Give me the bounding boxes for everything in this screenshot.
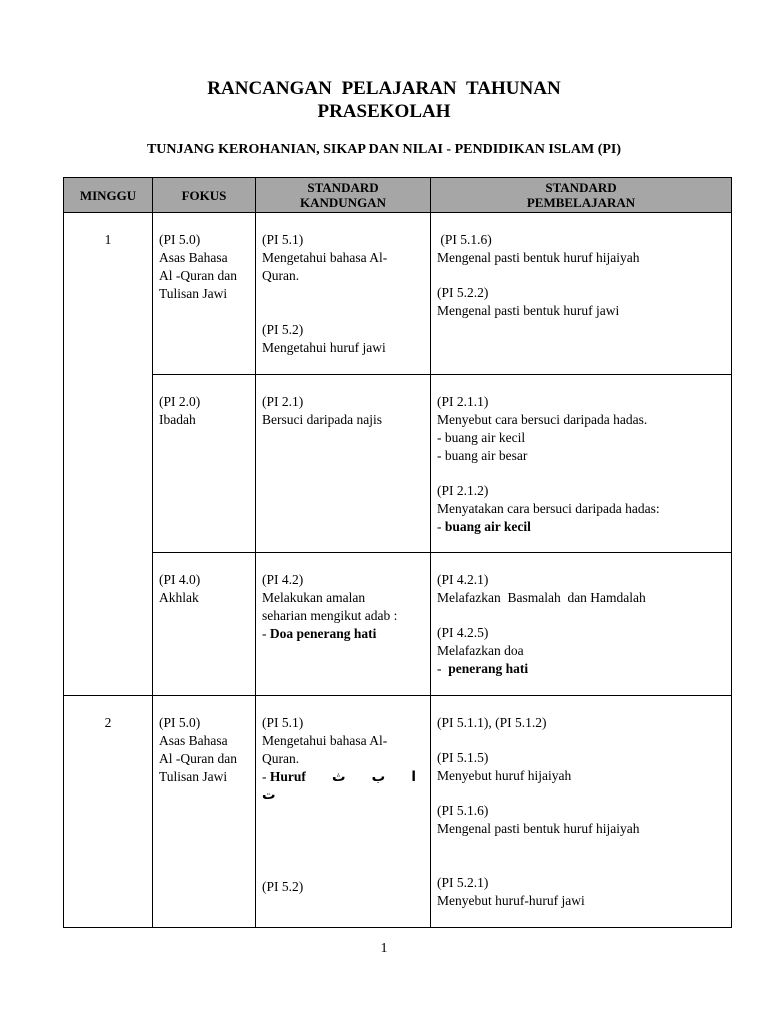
table-header-row (64, 178, 732, 213)
header-sp-line1: STANDARD (545, 180, 617, 195)
lesson-plan-table (63, 177, 732, 928)
header-minggu: MINGGU (64, 178, 153, 213)
header-fokus: FOKUS (153, 178, 256, 213)
cell-line: (PI 4.2) (262, 572, 304, 587)
standard-pembelajaran-cell (431, 375, 732, 553)
cell-line: Quran. (262, 268, 300, 283)
cell-line: (PI 2.1.1) (437, 394, 489, 409)
cell-line: Al -Quran dan (159, 751, 237, 766)
standard-kandungan-cell (256, 553, 431, 696)
cell-line: Melafazkan doa (437, 643, 524, 658)
cell-line: - Doa penerang hati (262, 626, 377, 641)
cell-line: Melafazkan Basmalah dan Hamdalah (437, 590, 646, 605)
cell-line: (PI 5.2) (262, 322, 304, 337)
document-subtitle: TUNJANG KEROHANIAN, SIKAP DAN NILAI - PENDIDIKAN ISLAM (PI) (146, 142, 622, 157)
cell-line: (PI 5.0) (159, 232, 201, 247)
standard-kandungan-cell (256, 375, 431, 553)
cell-line: Menyebut cara bersuci daripada hadas. (437, 412, 648, 427)
cell-line: Tulisan Jawi (159, 286, 228, 301)
cell-line: seharian mengikut adab : (262, 608, 398, 623)
table-row (64, 213, 732, 375)
cell-line: (PI 4.2.5) (437, 625, 489, 640)
cell-line: Bersuci daripada najis (262, 412, 382, 427)
cell-line: Menyatakan cara bersuci daripada hadas: (437, 501, 660, 516)
standard-kandungan-cell (256, 696, 431, 928)
fokus-cell (153, 375, 256, 553)
cell-line: (PI 5.1.1), (PI 5.1.2) (437, 715, 547, 730)
cell-line: Melakukan amalan (262, 590, 366, 605)
cell-line: Al -Quran dan (159, 268, 237, 283)
cell-line: Mengetahui bahasa Al- (262, 733, 388, 748)
cell-line: Menyebut huruf hijaiyah (437, 768, 572, 783)
standard-pembelajaran-cell (431, 213, 732, 375)
cell-line: Mengetahui huruf jawi (262, 340, 386, 355)
header-sp-line2: PEMBELAJARAN (526, 195, 636, 210)
cell-line: (PI 2.0) (159, 394, 201, 409)
cell-line: - buang air besar (437, 448, 528, 463)
table-row (64, 553, 732, 696)
cell-line: Ibadah (159, 412, 196, 427)
standard-pembelajaran-cell (431, 696, 732, 928)
cell-line: Mengetahui bahasa Al- (262, 250, 388, 265)
header-standard-kandungan (256, 178, 431, 213)
cell-line: (PI 5.0) (159, 715, 201, 730)
header-standard-pembelajaran (431, 178, 732, 213)
week-number: 1 (64, 213, 153, 696)
cell-line: - buang air kecil (437, 430, 526, 445)
page-number: 1 (380, 941, 388, 956)
fokus-cell (153, 213, 256, 375)
arabic-letter: ث (331, 769, 346, 785)
cell-line: (PI 5.1) (262, 715, 304, 730)
cell-line: - penerang hati (437, 661, 529, 676)
standard-kandungan-cell (256, 213, 431, 375)
cell-line: (PI 5.1.6) (437, 803, 489, 818)
week-number: 2 (64, 696, 153, 928)
cell-line: (PI 5.2.1) (437, 875, 489, 890)
cell-line: (PI 2.1.2) (437, 483, 489, 498)
bold-text: penerang hati (448, 661, 529, 676)
arabic-letter: ب (371, 769, 386, 785)
cell-line: (PI 5.1.6) (437, 232, 492, 247)
cell-line: Mengenal pasti bentuk huruf jawi (437, 303, 620, 318)
document-title-line1: RANCANGAN PELAJARAN TAHUNAN (207, 78, 561, 99)
cell-line: (PI 5.2) (262, 879, 304, 894)
huruf-letters-row (262, 768, 430, 786)
cell-line: - buang air kecil (437, 519, 531, 534)
fokus-cell (153, 553, 256, 696)
cell-line: Quran. (262, 751, 300, 766)
cell-line: (PI 4.0) (159, 572, 201, 587)
header-sk-line2: KANDUNGAN (300, 195, 386, 210)
cell-line: (PI 5.1.5) (437, 750, 489, 765)
header-sk-line1: STANDARD (307, 180, 379, 195)
cell-line: Asas Bahasa (159, 250, 228, 265)
cell-line: Akhlak (159, 590, 199, 605)
table-row (64, 696, 732, 928)
cell-line: (PI 2.1) (262, 394, 304, 409)
cell-line: Tulisan Jawi (159, 769, 228, 784)
document-title-line2: PRASEKOLAH (317, 101, 451, 122)
standard-pembelajaran-cell (431, 553, 732, 696)
cell-line: Mengenal pasti bentuk huruf hijaiyah (437, 250, 640, 265)
arabic-letter: ت (262, 787, 276, 803)
huruf-label: - Huruf (262, 769, 306, 784)
fokus-cell (153, 696, 256, 928)
cell-line: (PI 5.1) (262, 232, 304, 247)
cell-line: Mengenal pasti bentuk huruf hijaiyah (437, 821, 640, 836)
table-row (64, 375, 732, 553)
arabic-letter: ا (411, 769, 416, 785)
bold-text: Doa penerang hati (269, 626, 377, 641)
cell-line: Asas Bahasa (159, 733, 228, 748)
cell-line: (PI 5.2.2) (437, 285, 489, 300)
bold-text: buang air kecil (444, 519, 531, 534)
cell-line: Menyebut huruf-huruf jawi (437, 893, 585, 908)
cell-line: (PI 4.2.1) (437, 572, 489, 587)
